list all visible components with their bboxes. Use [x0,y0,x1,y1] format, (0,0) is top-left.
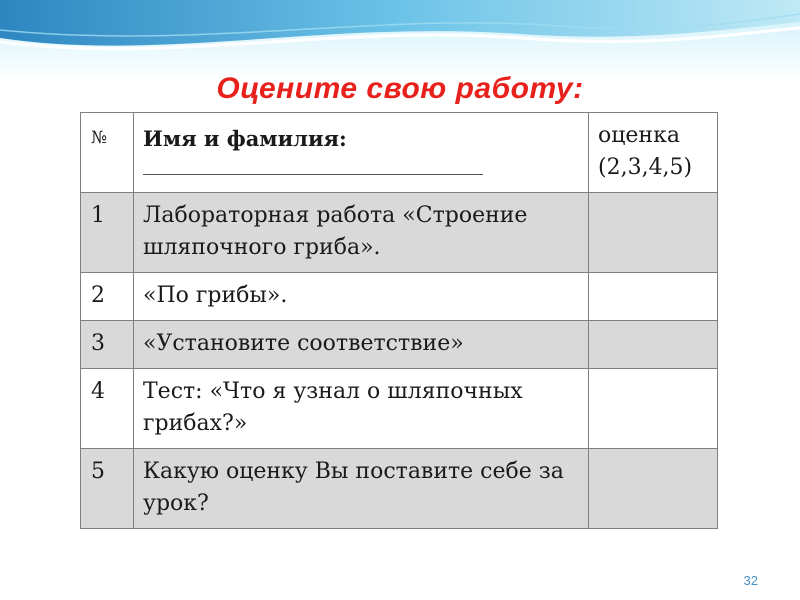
row-task: Лабораторная работа «Строение шляпочного гриба». [134,193,589,273]
table-row [81,449,718,529]
row-number: 1 [81,193,134,273]
row-grade [589,321,718,369]
row-number: 3 [81,321,134,369]
table-row [81,369,718,449]
row-number: 4 [81,369,134,449]
header-number-cell: № [81,113,134,193]
row-number: 5 [81,449,134,529]
row-task: Какую оценку Вы поставите себе за урок? [134,449,589,529]
row-task: «Установите соответствие» [134,321,589,369]
table-row [81,193,718,273]
slide-page-number: 32 [743,573,758,588]
table-header-row [81,113,718,193]
table-row [81,273,718,321]
row-grade [589,193,718,273]
row-number: 2 [81,273,134,321]
self-assessment-table [80,112,718,529]
slide-title: Оцените свою работу: [216,72,584,105]
name-fill-line [143,174,483,175]
row-task: «По грибы». [134,273,589,321]
row-grade [589,449,718,529]
row-grade [589,273,718,321]
header-wave-decoration [0,0,800,80]
name-label: Имя и фамилия: [143,126,347,151]
table-row [81,321,718,369]
header-name-cell [134,113,589,193]
row-task: Тест: «Что я узнал о шляпочных грибах?» [134,369,589,449]
header-grade-cell: оценка (2,3,4,5) [589,113,718,193]
row-grade [589,369,718,449]
